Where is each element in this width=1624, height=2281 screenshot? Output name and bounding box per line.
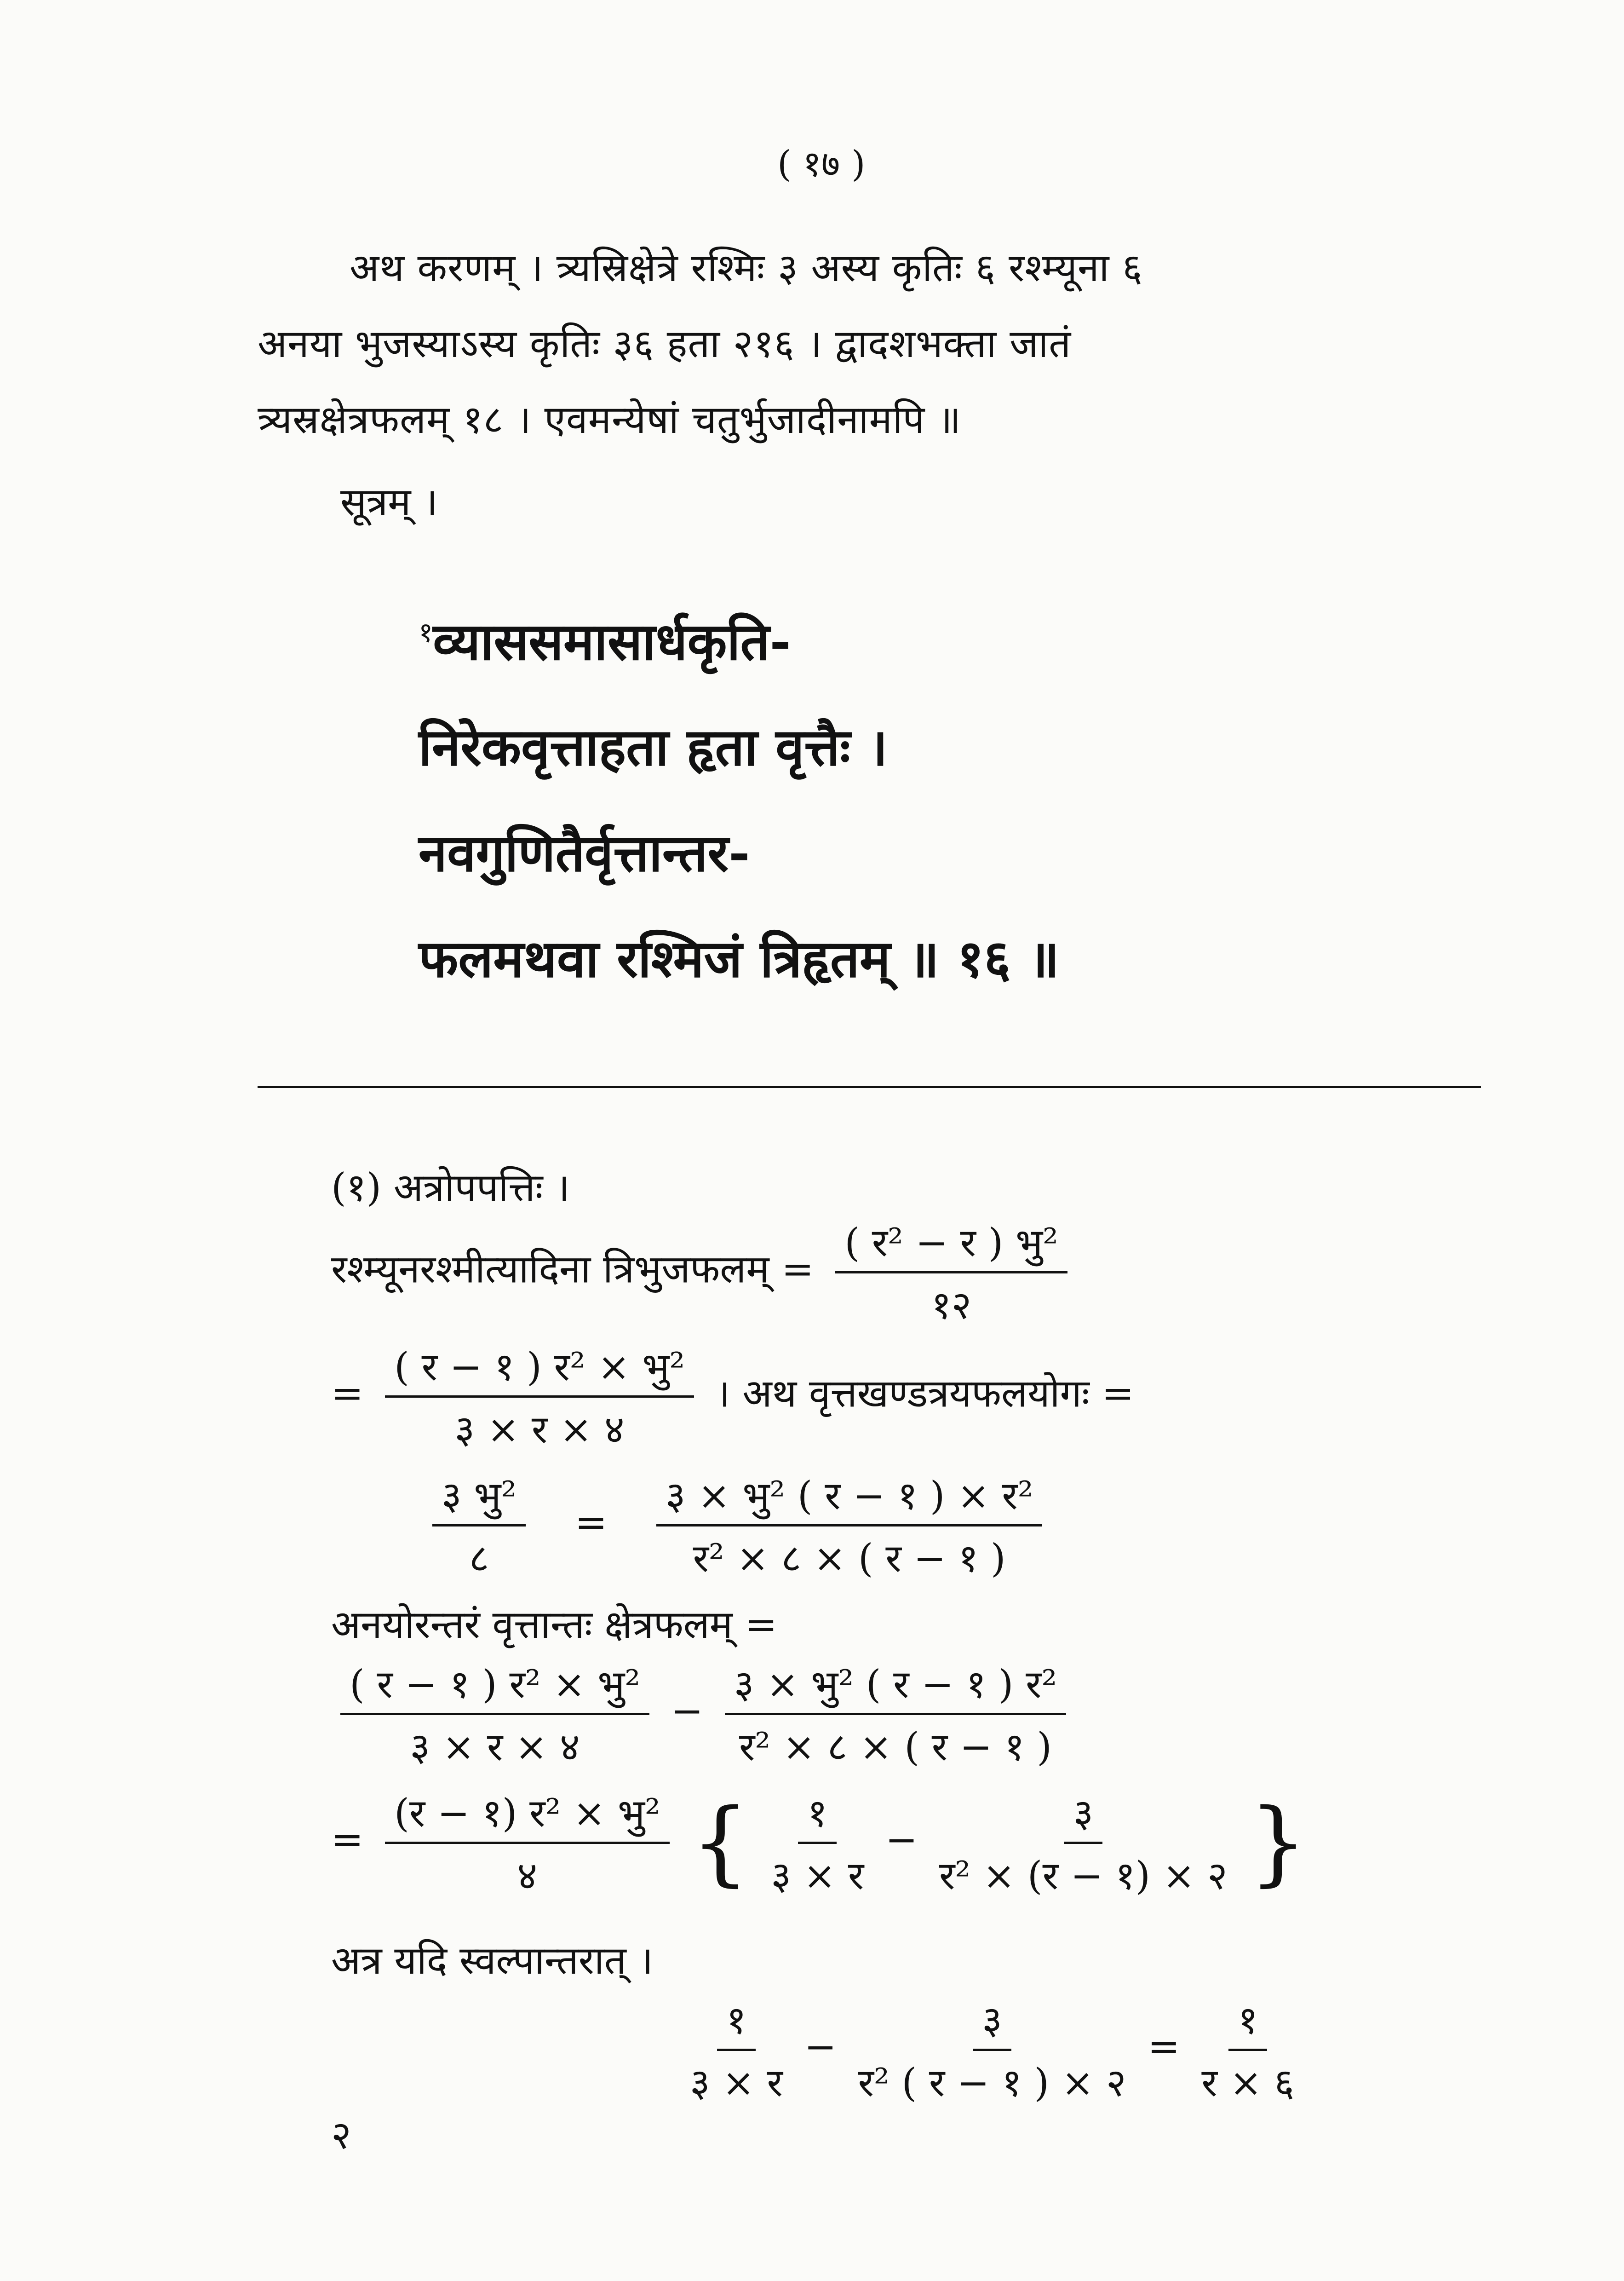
eq6-inner-fraction-b <box>939 1785 1228 1901</box>
eq1-fraction <box>835 1215 1067 1330</box>
verse-line-1: व्याससमासार्धकृति- <box>433 611 791 672</box>
eq8-numerator-a: १ <box>717 1992 756 2051</box>
paragraph-line-2: अनया भुजस्याऽस्य कृतिः ३६ हता २१६ । द्वादशभक्ता जातं <box>258 321 1072 366</box>
eq6-inner-numerator-b: ३ <box>1064 1785 1102 1844</box>
eq2-text: । अथ वृत्तखण्डत्रयफलयोगः = <box>715 1371 1134 1416</box>
eq1-numerator: ( र² − र ) भु² <box>835 1215 1067 1273</box>
eq6-numerator: (र − १) र² × भु² <box>385 1785 670 1844</box>
left-brace: { <box>691 1789 750 1896</box>
equation-6: = $\frac{\text{(र − १) र² × भु²}}{४}$ { $\frac{१}{\text{३ × र}}$ − $\frac{३}{\text{र² × (र − १) × २}}$ } <box>331 1785 1308 1901</box>
right-brace: } <box>1249 1789 1308 1896</box>
eq3-fraction-b <box>656 1468 1042 1583</box>
eq1-denominator: १२ <box>931 1283 972 1328</box>
paragraph-line-3: त्र्यस्रक्षेत्रफलम् १८ । एवमन्येषां चतुर्भुजादीनामपि ॥ <box>258 397 962 442</box>
eq5-numerator-a: ( र − १ ) र² × भु² <box>340 1656 649 1715</box>
equation-7: अत्र यदि स्वल्पान्तरात् । <box>331 1938 654 1983</box>
eq3-denominator-b: र² × ८ × ( र − १ ) <box>693 1536 1006 1581</box>
eq8-denominator-b: र² ( र − १ ) × २ <box>858 2060 1126 2105</box>
eq8-denominator-a: ३ × र <box>690 2060 783 2105</box>
verse <box>419 580 1059 1012</box>
footnote-divider <box>258 1086 1481 1088</box>
eq8-numerator-b: ३ <box>973 1992 1011 2051</box>
note-heading: (१) अत्रोपपत्तिः । <box>331 1165 570 1210</box>
eq6-inner-fraction-a <box>771 1785 864 1901</box>
sutra-label: सूत्रम् । <box>340 479 438 524</box>
eq8-fraction-a <box>690 1992 783 2108</box>
eq8-numerator-c: १ <box>1228 1992 1267 2051</box>
eq3-numerator-a: ३ भु² <box>432 1468 526 1526</box>
eq2-numerator: ( र − १ ) र² × भु² <box>385 1339 694 1398</box>
eq3-denominator-a: ८ <box>469 1536 489 1581</box>
eq1-text: रश्म्यूनरश्मीत्यादिना त्रिभुजफलम् = <box>331 1246 814 1292</box>
signature-mark: २ <box>331 2113 351 2158</box>
equation-4: अनयोरन्तरं वृत्तान्तः क्षेत्रफलम् = <box>331 1602 777 1647</box>
eq6-fraction <box>385 1785 670 1901</box>
footnote-marker: १ <box>419 616 433 649</box>
eq8-denominator-c: र × ६ <box>1201 2060 1295 2105</box>
equation-5: $\frac{\text{( र − १ ) र² × भु²}}{\text{३ × र × ४}}$ − $\frac{\text{३ × भु² ( र − १ ) र²}}{\text{र² × ८ × ( र − १ )}}$ <box>331 1656 1075 1772</box>
verse-line-3: नवगुणितैर्वृत्तान्तर- <box>419 823 750 884</box>
paragraph <box>258 230 1472 458</box>
eq2-fraction <box>385 1339 694 1454</box>
eq6-inner-denominator-b: र² × (र − १) × २ <box>939 1853 1228 1898</box>
eq5-fraction-a <box>340 1656 649 1772</box>
eq6-denominator: ४ <box>517 1853 538 1898</box>
eq6-inner-numerator-a: १ <box>798 1785 837 1844</box>
equation-1 <box>331 1215 1077 1330</box>
verse-line-4: फलमथवा रश्मिजं त्रिहृतम् ॥ १६ ॥ <box>419 929 1060 990</box>
equation-8: $\frac{१}{\text{३ × र}}$ − $\frac{३}{\text{र² ( र − १ ) × २}}$ = $\frac{१}{\text{र × ६}}$ <box>681 1992 1303 2108</box>
paragraph-line-1: अथ करणम् । त्र्यस्रिक्षेत्रे रश्मिः ३ अस्य कृतिः ६ रश्म्यूना ६ <box>350 245 1143 290</box>
eq5-fraction-b <box>725 1656 1066 1772</box>
eq5-denominator-b: र² × ८ × ( र − १ ) <box>739 1724 1052 1769</box>
eq2-denominator: ३ × र × ४ <box>454 1407 625 1452</box>
eq3-numerator-b: ३ × भु² ( र − १ ) × र² <box>656 1468 1042 1526</box>
eq8-fraction-b <box>858 1992 1126 2108</box>
eq5-numerator-b: ३ × भु² ( र − १ ) र² <box>725 1656 1066 1715</box>
page-number: ( १७ ) <box>777 144 866 185</box>
eq6-inner-denominator-a: ३ × र <box>771 1853 864 1898</box>
equation-2: = $\frac{\text{( र − १ ) र² × भु²}}{\text{३ × र × ४}}$ । अथ वृत्तखण्डत्रयफलयोगः = <box>331 1339 1134 1454</box>
verse-line-2: निरेकवृत्ताहता हृता वृत्तैः । <box>419 717 888 778</box>
eq3-fraction-a <box>432 1468 526 1583</box>
equation-3: $\frac{\text{३ भु²}}{८}$ = $\frac{\text{३ × भु² ( र − १ ) × र²}}{\text{र² × ८ × ( र − १ )}}$ <box>423 1468 1051 1583</box>
eq5-denominator-a: ३ × र × ४ <box>410 1724 580 1769</box>
eq8-fraction-c <box>1201 1992 1294 2108</box>
